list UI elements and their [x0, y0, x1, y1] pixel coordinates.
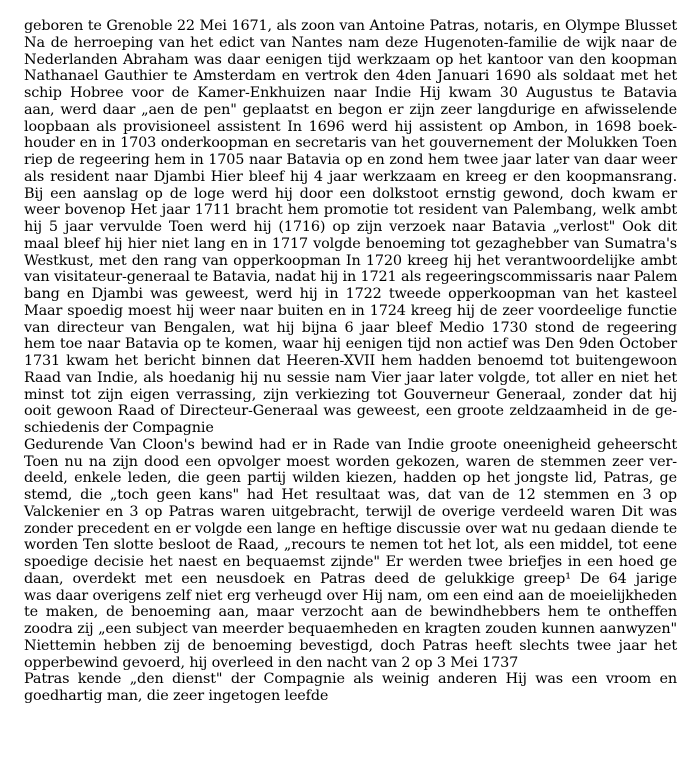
text-line: Valckenier en 3 op Patras waren uitgebracht, terwijl de overige verdeeld waren Dit was: [24, 503, 677, 520]
text-line: als resident naar Djambi Hier bleef hij 4 jaar werkzaam en kreeg er den koopmansrang.: [24, 168, 677, 185]
text-line: hem toe naar Batavia op te komen, waar hij eenigen tijd non actief was Den 9den October: [24, 336, 677, 353]
text-line: goedhartig man, die zeer ingetogen leefde: [24, 688, 329, 704]
text-line: geboren te Grenoble 22 Mei 1671, als zoon van Antoine Patras, notaris, en Olympe Blusset: [24, 18, 677, 34]
text-line: 1731 kwam het bericht binnen dat Heeren-XVII hem hadden benoemd tot buitengewoon: [24, 353, 677, 369]
text-line: van directeur van Bengalen, wat hij bijna 6 jaar bleef Medio 1730 stond de regeering: [24, 319, 677, 336]
text-line: Patras kende „den dienst" der Compagnie als weinig anderen Hij was een vroom en: [24, 671, 677, 688]
text-line: riep de regeering hem in 1705 naar Batavia op en zond hem twee jaar later van daar weer: [24, 152, 677, 168]
text-line: worden Ten slotte besloot de Raad, „recours te nemen tot het lot, als een middel, tot eene: [24, 537, 677, 554]
text-line: schiedenis der Compagnie: [24, 420, 214, 436]
text-line: weer bovenop Het jaar 1711 bracht hem promotie tot resident van Palembang, welk ambt: [24, 202, 677, 219]
text-line: spoedige decisie het naest en bequaemst zijnde" Er werden twee briefjes in een hoed ge: [24, 554, 677, 570]
text-line: te maken, de benoeming aan, maar verzocht aan de bewindhebbers hem te ontheffen: [24, 604, 677, 621]
text-line: Na de herroeping van het edict van Nantes nam deze Hugenoten-familie de wijk naar de: [24, 34, 677, 51]
text-line: houder en in 1703 onderkoopman en secretaris van het gouvernement der Molukken Toen: [24, 135, 677, 152]
text-line: Niettemin hebben zij de benoeming bevestigd, doch Patras heeft slechts twee jaar het: [24, 637, 677, 654]
text-line: Gedurende Van Cloon's bewind had er in Rade van Indie groote oneenigheid geheerscht: [24, 436, 677, 453]
text-line: Maar spoedig moest hij weer naar buiten en in 1724 kreeg hij de zeer voordeelige functie: [24, 302, 677, 319]
text-line: opperbewind gevoerd, hij overleed in den nacht van 2 op 3 Mei 1737: [24, 654, 519, 671]
text-line: van visitateur-generaal te Batavia, nadat hij in 1721 als regeeringscommissaris naar Palem: [24, 269, 678, 286]
text-line: Bij een aanslag op de loge werd hij door een dolkstoot ernstig gewond, doch kwam er: [24, 185, 677, 202]
text-line: Westkust, met den rang van opperkoopman In 1720 kreeg hij het verantwoordelijke ambt: [24, 252, 677, 269]
text-line: schip Hobree voor de Kamer-Enkhuizen naar Indie Hij kwam 30 Augustus te Batavia: [24, 85, 677, 101]
text-line: Raad van Indie, als hoedanig hij nu sessie nam Vier jaar later volgde, tot aller en niet het: [24, 369, 677, 386]
text-line: stemd, die „toch geen kans" had Het resultaat was, dat van de 12 stemmen en 3 op: [24, 487, 677, 503]
text-line: Toen nu na zijn dood een opvolger moest worden gekozen, waren de stemmen zeer ver-: [24, 453, 677, 470]
text-line: was daar overigens zelf niet erg verheugd over Hij nam, om een eind aan de moeielijkheden: [24, 587, 677, 604]
text-line: ooit gewoon Raad of Directeur-Generaal was geweest, een groote zeldzaamheid in de ge-: [24, 403, 677, 420]
text-line: Nathanael Gauthier te Amsterdam en vertrok den 4den Januari 1690 als soldaat met het: [24, 68, 677, 85]
text-line: minst tot zijn eigen verrassing, zijn verkiezing tot Gouverneur Generaal, zonder dat hij: [24, 386, 677, 403]
text-line: zonder precedent en er volgde een lange en heftige discussie over wat nu gedaan diende te: [24, 520, 677, 537]
text-line: deeld, enkele leden, die geen partij wilden kiezen, hadden op het jongste lid, Patras, ge: [24, 470, 677, 487]
text-line: maal bleef hij hier niet lang en in 1717 volgde benoeming tot gezaghebber van Sumatra's: [24, 235, 677, 252]
text-line: zoodra zij „een subject van meerder bequaemheden en kragten zouden kunnen aanwyzen": [24, 621, 677, 637]
text-line: Nederlanden Abraham was daar eenigen tijd werkzaam op het kantoor van den koopman: [24, 51, 677, 68]
text-line: aan, werd daar „aen de pen" geplaatst en begon er zijn zeer langdurige en afwisselende: [24, 101, 677, 118]
text-line: bang en Djambi was geweest, werd hij in 1722 tweede opperkoopman van het kasteel: [24, 286, 677, 302]
text-line: loopbaan als provisioneel assistent In 1696 werd hij assistent op Ambon, in 1698 boek-: [24, 118, 677, 135]
biography-text: [24, 18, 677, 705]
text-line: hij 5 jaar vervulde Toen werd hij (1716) op zijn verzoek naar Batavia „verlost" Ook dit: [24, 219, 677, 235]
text-line: daan, overdekt met een neusdoek en Patras deed de gelukkige greep¹ De 64 jarige: [24, 570, 677, 587]
